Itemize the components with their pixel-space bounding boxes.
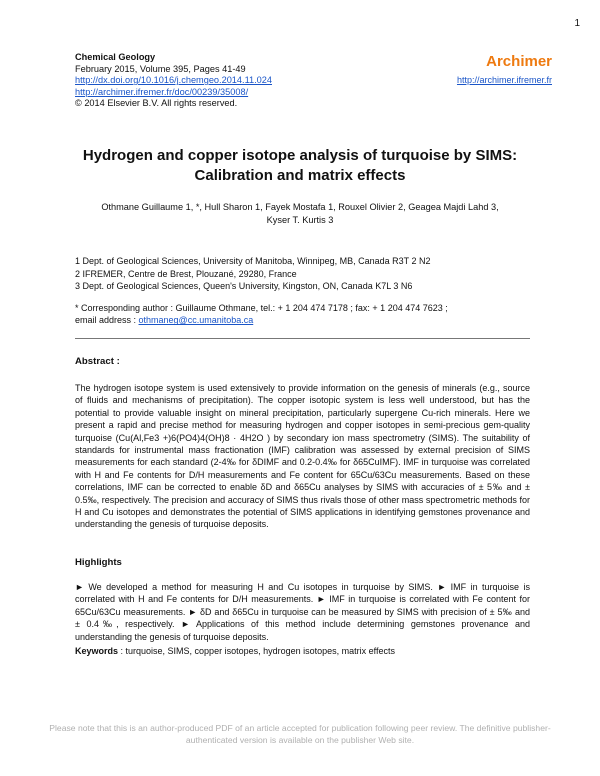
paper-title: Hydrogen and copper isotope analysis of turquoise by SIMS: Calibration and matrix effects xyxy=(82,147,518,184)
author-list xyxy=(75,201,525,227)
email-link[interactable]: othmaneg@cc.umanitoba.ca xyxy=(138,315,254,326)
keywords xyxy=(75,646,530,656)
authors-line-2: Kyser T. Kurtis 3 xyxy=(266,215,334,225)
divider xyxy=(75,338,530,339)
volume-line: February 2015, Volume 395, Pages 41-49 xyxy=(75,63,246,74)
archimer-branding xyxy=(457,54,552,88)
footer-note: Please note that this is an author-produced PDF of an article accepted for publication following peer review. The definitive publisher-authenticated version is available on the publisher Web site. xyxy=(49,723,551,745)
highlights-text: ► We developed a method for measuring H and Cu isotopes in turquoise by SIMS. ► IMF in turquoise is correlated with H and Fe contents for D/H measurements. ► IMF in turquoise is correlated with Fe content for 65Cu/63Cu measurements. ► δD and δ65Cu in turquoise can be measured by SIMS with precision of ± 5‰ and ± 0.4‰, respectively. ► Applications of this method include determining gemstones provenance and understanding the genesis of turquoise deposits. xyxy=(75,582,530,642)
abstract-text: The hydrogen isotope system is used extensively to provide information on the genesis of minerals (e.g., source of fluids and mechanisms of precipitation). The copper isotopic system is less well understood, but has the potential to provide valuable insight on mineral precipitation, particularly supergene Cu-rich minerals. Here we present a rapid and precise method for measuring hydrogen and copper isotopes in semi-precious gem-quality turquoise (Cu(Al,Fe3 +)6(PO4)4(OH)8 · 4H2O ) by secondary ion mass spectrometry (SIMS). The suitability of standards for instrumental mass fractionation (IMF) calibration was assessed by external precision of SIMS measurements for each standard (2-4‰ for δDIMF and 0.2-0.4‰ for δ65CuIMF). IMF in turquoise was correlated with H and Fe contents for D/H measurements and Fe content for 65Cu/63Cu measurements. Based on these correlations, IMF can be corrected to enable δD and δ65Cu analyses by SIMS with accuracies of ± 5‰ and ± 0.5‰, respectively. The precision and accuracy of SIMS thus rivals those of other mass spectrometric methods for H and Cu isotopes and demonstrates the potential of SIMS applications in identifying gemstones provenance and understanding the genesis of turquoise deposits. xyxy=(75,383,530,530)
affiliation-3: 3 Dept. of Geological Sciences, Queen's University, Kingston, ON, Canada K7L 3 N6 xyxy=(75,281,413,292)
abstract-heading: Abstract : xyxy=(75,356,120,367)
copyright: © 2014 Elsevier B.V. All rights reserved. xyxy=(75,98,238,109)
affiliation-2: 2 IFREMER, Centre de Brest, Plouzané, 29280, France xyxy=(75,268,297,279)
email-label: email address : xyxy=(75,315,139,326)
archive-link[interactable]: http://archimer.ifremer.fr/doc/00239/35008/ xyxy=(75,86,249,97)
archimer-logo: Archimer xyxy=(486,53,552,70)
keywords-text: : turquoise, SIMS, copper isotopes, hydrogen isotopes, matrix effects xyxy=(118,646,395,656)
highlights-heading: Highlights xyxy=(75,557,122,568)
authors-line-1: Othmane Guillaume 1, *, Hull Sharon 1, Fayek Mostafa 1, Rouxel Olivier 2, Geagea Majdi Lahd 3, xyxy=(101,202,499,212)
citation-block xyxy=(75,52,272,110)
affiliation-1: 1 Dept. of Geological Sciences, University of Manitoba, Winnipeg, MB, Canada R3T 2 N2 xyxy=(75,256,431,266)
corresponding-author: * Corresponding author : Guillaume Othmane, tel.: + 1 204 474 7178 ; fax: + 1 204 474 7623 ; xyxy=(75,302,448,313)
email-line xyxy=(75,314,535,327)
doi-link[interactable]: http://dx.doi.org/10.1016/j.chemgeo.2014.11.024 xyxy=(75,75,272,86)
keywords-label: Keywords xyxy=(75,646,119,656)
archimer-link[interactable]: http://archimer.ifremer.fr xyxy=(456,75,552,85)
affiliations xyxy=(75,255,535,327)
journal-name: Chemical Geology xyxy=(75,52,156,62)
page-number: 1 xyxy=(574,18,580,29)
